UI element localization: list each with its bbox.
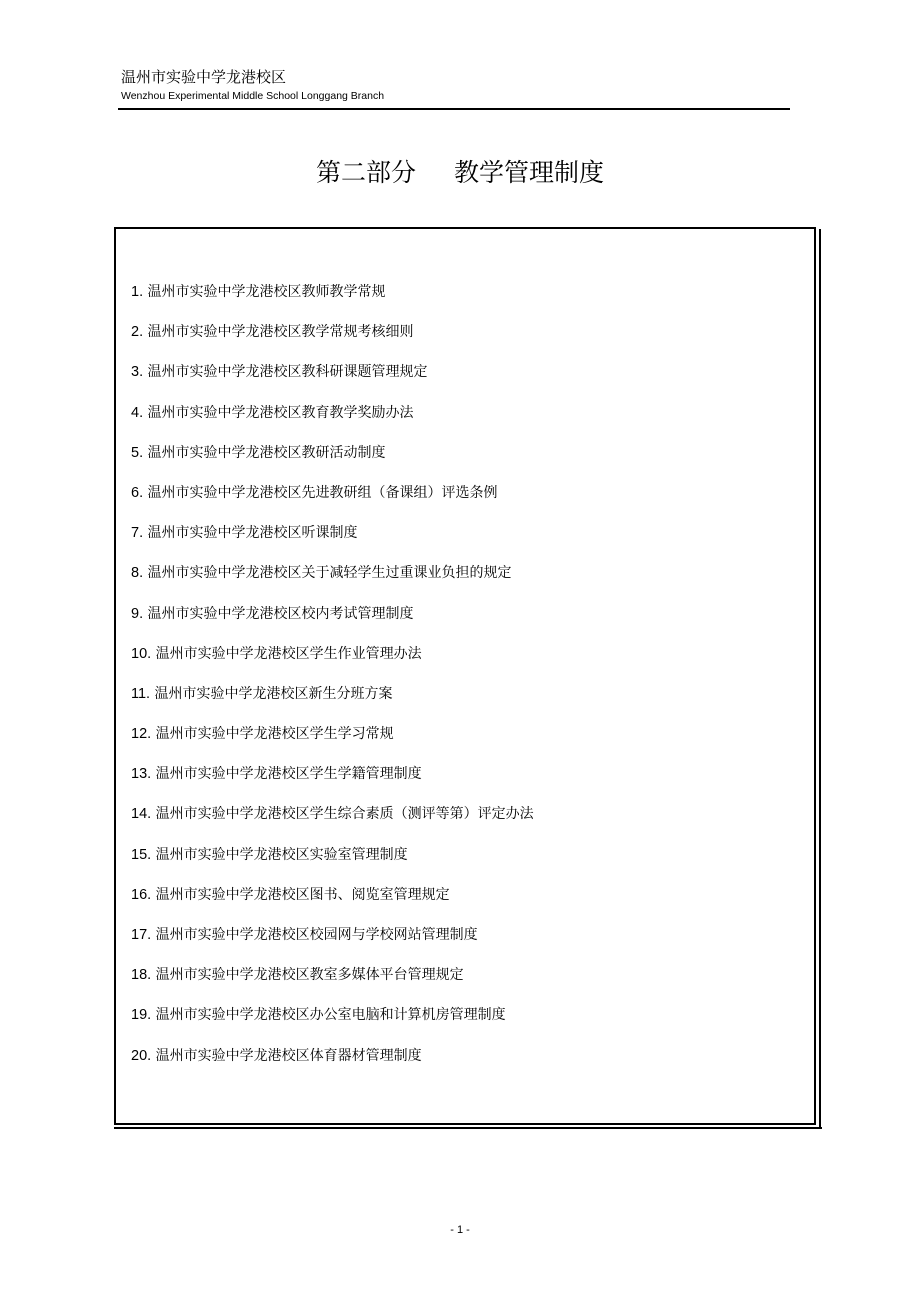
page-title — [0, 156, 920, 190]
toc-item-number: 19. — [131, 1007, 152, 1024]
toc-item[interactable] — [131, 885, 534, 925]
toc-item-text: 温州市实验中学龙港校区先进教研组（备课组）评选条例 — [147, 484, 498, 501]
toc-item[interactable] — [131, 604, 534, 644]
toc-item-number: 13. — [131, 766, 152, 783]
toc-item-number: 11. — [131, 685, 151, 702]
toc-item[interactable] — [131, 845, 534, 885]
toc-item-text: 温州市实验中学龙港校区教师教学常规 — [147, 284, 386, 300]
toc-item[interactable] — [131, 684, 534, 724]
toc-item-text: 温州市实验中学龙港校区教室多媒体平台管理规定 — [155, 967, 464, 984]
toc-item-number: 14. — [131, 806, 152, 823]
toc-item-number: 18. — [131, 967, 152, 984]
toc-item-number: 20. — [131, 1047, 152, 1064]
toc-item[interactable] — [131, 362, 534, 402]
toc-item[interactable] — [131, 523, 534, 563]
toc-item[interactable] — [131, 644, 534, 684]
toc-item-text: 温州市实验中学龙港校区校内考试管理制度 — [147, 605, 414, 622]
toc-item[interactable] — [131, 965, 534, 1005]
toc-item-text: 温州市实验中学龙港校区实验室管理制度 — [155, 846, 408, 863]
toc-frame-shadow-bottom — [114, 1127, 822, 1129]
toc-item[interactable] — [131, 403, 534, 443]
toc-item-number: 5. — [131, 444, 144, 461]
toc-item[interactable] — [131, 764, 534, 804]
toc-item-number: 7. — [131, 525, 144, 542]
toc-item-text: 温州市实验中学龙港校区学生综合素质（测评等第）评定办法 — [155, 806, 534, 823]
toc-item-number: 16. — [131, 886, 152, 903]
title-name: 教学管理制度 — [454, 158, 605, 187]
toc-item-text: 温州市实验中学龙港校区校园网与学校网站管理制度 — [155, 927, 478, 943]
toc-item-text: 温州市实验中学龙港校区教科研课题管理规定 — [147, 364, 428, 381]
toc-item-number: 2. — [131, 324, 144, 341]
toc-list — [131, 282, 534, 1086]
toc-item-text: 温州市实验中学龙港校区教育教学奖励办法 — [147, 404, 414, 421]
title-part: 第二部分 — [315, 158, 416, 187]
toc-item-text: 温州市实验中学龙港校区教研活动制度 — [147, 444, 386, 461]
toc-item-text: 温州市实验中学龙港校区图书、阅览室管理规定 — [155, 886, 450, 903]
toc-item[interactable] — [131, 443, 534, 483]
toc-item[interactable] — [131, 724, 534, 764]
header-divider — [118, 108, 790, 110]
toc-item[interactable] — [131, 483, 534, 523]
toc-item[interactable] — [131, 1046, 534, 1086]
toc-item-number: 12. — [131, 726, 152, 743]
toc-item[interactable] — [131, 563, 534, 603]
toc-item-text: 温州市实验中学龙港校区学生学籍管理制度 — [155, 766, 422, 783]
toc-item-text: 温州市实验中学龙港校区办公室电脑和计算机房管理制度 — [155, 1007, 506, 1024]
toc-item-number: 1. — [131, 284, 144, 300]
page-number: - 1 - — [450, 1224, 470, 1236]
toc-frame-shadow-right — [819, 229, 821, 1129]
toc-item[interactable] — [131, 925, 534, 965]
toc-item-number: 9. — [131, 605, 144, 622]
toc-item-number: 3. — [131, 364, 144, 381]
toc-item[interactable] — [131, 1005, 534, 1045]
toc-item-text: 温州市实验中学龙港校区体育器材管理制度 — [155, 1047, 422, 1064]
toc-item-number: 6. — [131, 484, 144, 501]
toc-item-number: 15. — [131, 846, 152, 863]
toc-item-number: 10. — [131, 645, 152, 662]
toc-item-number: 8. — [131, 565, 144, 582]
toc-item-text: 温州市实验中学龙港校区关于减轻学生过重课业负担的规定 — [147, 565, 512, 582]
toc-item-text: 温州市实验中学龙港校区学生学习常规 — [155, 726, 394, 743]
toc-item[interactable] — [131, 322, 534, 362]
toc-item-number: 17. — [131, 927, 152, 943]
toc-item-text: 温州市实验中学龙港校区教学常规考核细则 — [147, 324, 414, 341]
header-school-name-en: Wenzhou Experimental Middle School Longgang Branch — [121, 90, 385, 102]
toc-item[interactable] — [131, 282, 534, 322]
toc-item-text: 温州市实验中学龙港校区新生分班方案 — [154, 685, 393, 702]
toc-item-number: 4. — [131, 404, 144, 421]
toc-item[interactable] — [131, 804, 534, 844]
header-school-name-cn: 温州市实验中学龙港校区 — [121, 68, 287, 86]
toc-item-text: 温州市实验中学龙港校区听课制度 — [147, 525, 358, 542]
toc-item-text: 温州市实验中学龙港校区学生作业管理办法 — [155, 645, 422, 662]
